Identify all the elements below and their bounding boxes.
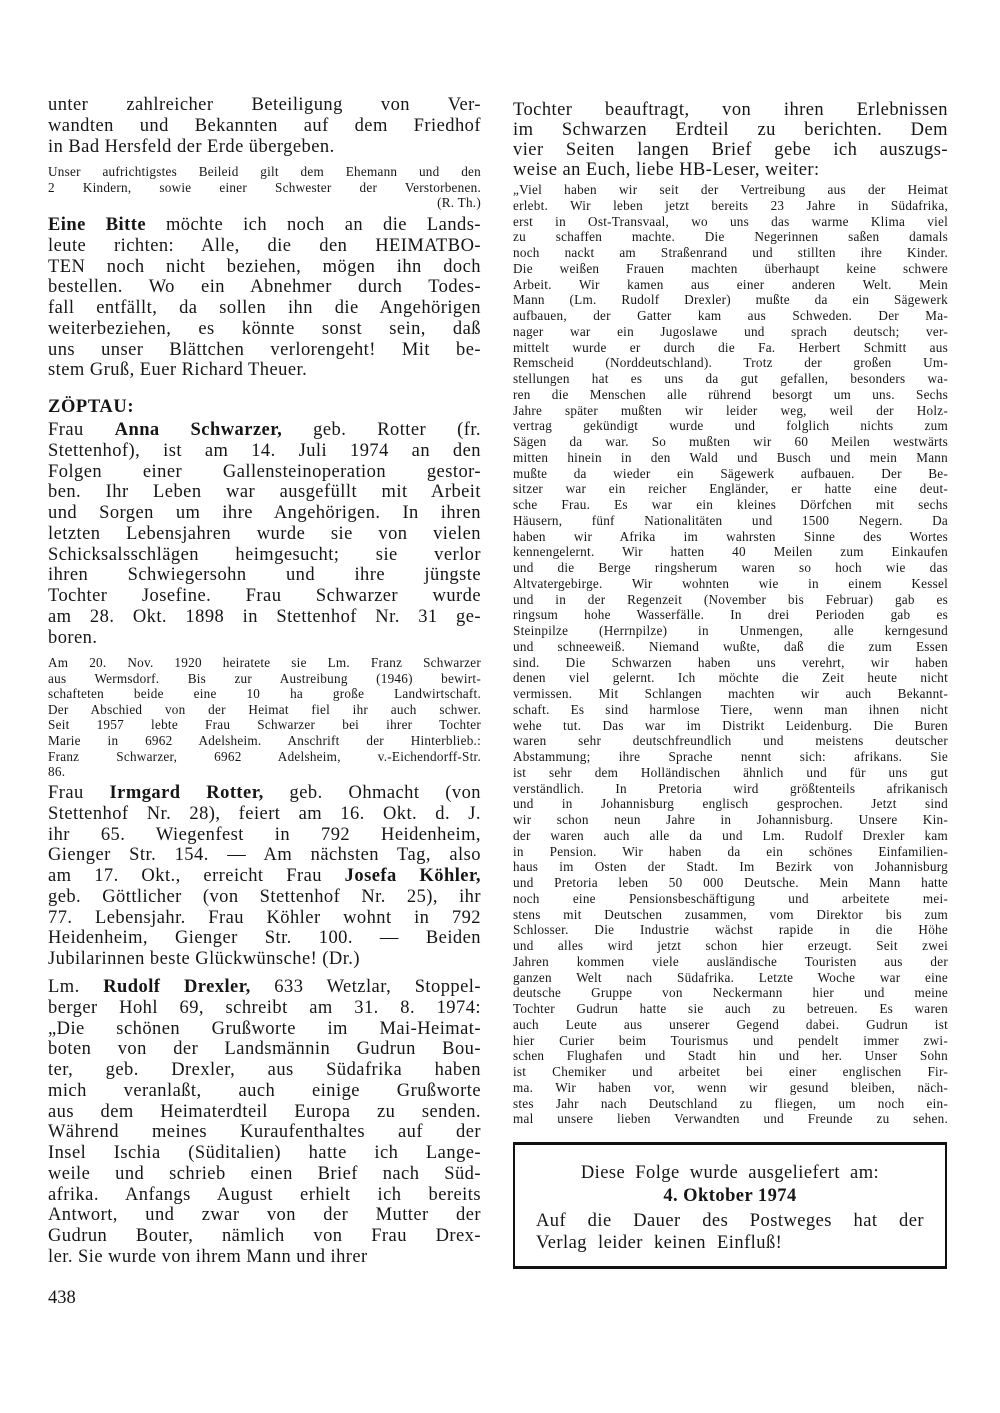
text-line: vier Seiten langen Brief gebe ich auszugs- — [513, 140, 948, 160]
text-line: ler. Sie wurde von ihrem Mann und ihrer — [48, 1246, 368, 1267]
text-line — [48, 783, 481, 804]
text-line: vertrag gekündigt wurde und folglich nichts zum — [513, 418, 948, 434]
text-segment: Lm. — [48, 977, 104, 997]
text-line: weile und schrieb einen Brief nach Süd- — [48, 1163, 481, 1184]
text-line: Während meines Kuraufenthaltes auf der — [48, 1122, 481, 1143]
text-line: ben. Ihr Leben war ausgefüllt mit Arbeit — [48, 482, 481, 503]
text-line: Stettenhof Nr. 28), feiert am 16. Okt. d. J. — [48, 803, 481, 824]
text-line: stem Gruß, Euer Richard Theuer. — [48, 360, 308, 381]
text-line: in Pension. Wir haben da ein schönes Einfamilien- — [513, 843, 948, 859]
text-line: ist Chemiker und arbeitet bei einer englischen Fir- — [513, 1064, 948, 1079]
text-line: deutsche Gruppe von Neckermann hier und meine — [513, 985, 948, 1001]
text-line: afrika. Anfangs August erhielt ich bereits — [48, 1184, 481, 1205]
text-line: uns unser Blättchen verlorengeht! Mit be- — [48, 339, 481, 360]
text-line: mittelt wurde er durch die Fa. Herbert Schmitt aus — [513, 339, 948, 355]
text-line: Abstammung; ihre Sprache nennt sich: afrikans. Sie — [513, 749, 948, 764]
text-line: haben wir Afrika im wahrsten Sinne des Wortes — [513, 528, 948, 544]
condolence-note — [48, 164, 481, 195]
page-number: 438 — [48, 1288, 76, 1308]
text-line: Am 20. Nov. 1920 heiratete sie Lm. Franz Schwarzer — [48, 655, 481, 670]
text-line: boten von der Landsmännin Gudrun Bou- — [48, 1039, 481, 1060]
text-segment: 633 Wetzlar, Stoppel- — [250, 977, 481, 997]
text-line: noch eine Pensionsbeschäftigung und arbeitete mei- — [513, 890, 948, 906]
text-line: wehe tut. Das war im Distrikt Leidenburg. Die Buren — [513, 717, 948, 733]
text-line: 86. — [48, 764, 66, 780]
text-line: kennengelernt. Wir hatten 40 Meilen zum Einkaufen — [513, 544, 948, 560]
text-line: Mann (Lm. Rudolf Drexler) mußte da ein Sägewerk — [513, 292, 948, 308]
text-line: berger Hohl 69, schreibt am 31. 8. 1974: — [48, 997, 481, 1018]
text-line: aus Wermsdorf. Bis zur Austreibung (1946) bewirt- — [48, 670, 481, 686]
text-line: Antwort, und zwar von der Mutter der — [48, 1205, 481, 1226]
text-line: aufbauen, der Gatter kam aus Schweden. Der Ma- — [513, 308, 948, 323]
text-line: stes Jahr nach Deutschland zu fliegen, um noch ein- — [513, 1095, 948, 1111]
text-line: erst in Ost-Transvaal, wo uns das warme Klima viel — [513, 213, 948, 229]
bold-name: Eine Bitte — [48, 215, 146, 235]
notice-line: Verlag leider keinen Einfluß! — [536, 1233, 783, 1253]
text-line: Gienger Str. 154. — Am nächsten Tag, also — [48, 845, 481, 866]
text-line: Tochter beauftragt, von ihren Erlebnissen — [513, 100, 948, 120]
bold-name: Irmgard Rotter, — [109, 783, 264, 803]
text-line: mal unsere lieben Verwandten und Freunde zu sehen. — [513, 1111, 948, 1127]
text-line: stellungen hat es uns da gut gefallen, besonders wa- — [513, 371, 948, 386]
text-line: Tochter Gudrun hatte sie auch zu betreuen. Es waren — [513, 1001, 948, 1016]
paragraph-rudolf-drexler — [48, 977, 481, 1268]
text-line: schaft. Es sind harmlose Tiere, wenn man ihnen nicht — [513, 701, 948, 717]
text-line: mußte da wieder ein Sägewerk aufbauen. Der Be- — [513, 465, 948, 481]
text-line: hier Curier beim Tourismus und pendelt immer zwi- — [513, 1032, 948, 1048]
text-line: ter, geb. Drexler, aus Südafrika haben — [48, 1060, 481, 1080]
text-line: fall entfällt, da sollen ihn die Angehörigen — [48, 298, 481, 318]
text-line: Steinpilze (Herrnpilze) in Unmengen, alle kerngesund — [513, 623, 948, 638]
text-line: Folgen einer Gallensteinoperation gestor- — [48, 461, 481, 482]
text-line: und Sorgen um ihre Angehörigen. In ihren — [48, 503, 481, 523]
text-line: schafteten beide eine 10 ha große Landwirtschaft. — [48, 686, 481, 702]
text-line: Schicksalsschlägen heimgesucht; sie verlor — [48, 544, 481, 565]
text-line: letzten Lebensjahren wurde sie von vielen — [48, 523, 481, 544]
notice-line: Auf die Dauer des Postweges hat der — [536, 1211, 924, 1231]
text-line: Heidenheim, Gienger Str. 100. — Beiden — [48, 928, 481, 949]
text-line: und Pretoria leben 50 000 Deutsche. Mein Mann hatte — [513, 875, 948, 890]
delivery-notice-box — [513, 1142, 947, 1269]
text-line: denen viel gelernt. Ich möchte die Zeit heute nicht — [513, 670, 948, 686]
text-line: Franz Schwarzer, 6962 Adelsheim, v.-Eichendorff-Str. — [48, 748, 481, 764]
text-line: sind. Die Schwarzen haben uns verehrt, wir haben — [513, 654, 948, 670]
text-line — [48, 866, 481, 887]
paragraph-letter-intro — [513, 100, 948, 180]
text-line: mitten hinein in den Wald und Busch und mein Mann — [513, 449, 948, 465]
text-line: „Viel haben wir seit der Vertreibung aus der Heimat — [513, 182, 948, 197]
text-line: Unser aufrichtigstes Beileid gilt dem Ehemann und den — [48, 164, 481, 179]
section-heading-zoeptau: ZÖPTAU: — [48, 397, 135, 417]
text-line: „Die schönen Grußworte im Mai-Heimat- — [48, 1018, 481, 1039]
text-line: Seit 1957 lebte Frau Schwarzer bei ihrer Tochter — [48, 717, 481, 733]
text-line — [48, 215, 481, 236]
text-line: ganzen Welt nach Südafrika. Letzte Woche war eine — [513, 969, 948, 985]
text-line: Tochter Josefine. Frau Schwarzer wurde — [48, 586, 481, 606]
text-line: geb. Göttlicher (von Stettenhof Nr. 25), ihr — [48, 886, 481, 907]
text-line: Marie in 6962 Adelsheim. Anschrift der Hinterblieb.: — [48, 732, 481, 748]
text-line: schen Flughafen und Stadt hin und her. Unser Sohn — [513, 1048, 948, 1064]
text-line: wir schon neun Jahre in Johannisburg. Unsere Kin- — [513, 812, 948, 827]
text-segment: möchte ich noch an die Lands- — [146, 215, 481, 235]
text-line: ihr 65. Wiegenfest in 792 Heidenheim, — [48, 824, 481, 845]
text-line: waren sehr deutschfreundlich und meistens deutscher — [513, 733, 948, 749]
text-line: Die weißen Frauen machten überhaupt keine schwere — [513, 260, 948, 276]
text-line: noch nackt am Straßenrand und stillten ihre Kinder. — [513, 245, 948, 260]
text-line: und die Berge ringsherum waren so hoch wie das — [513, 560, 948, 575]
text-line: 2 Kindern, sowie einer Schwester der Verstorbenen. — [48, 179, 481, 195]
text-line: ist sehr dem Holländischen ähnlich und für uns gut — [513, 764, 948, 780]
text-segment: am 17. Okt., erreicht Frau — [48, 866, 345, 886]
text-line: Stettenhof), ist am 14. Juli 1974 an den — [48, 440, 481, 461]
text-line: in Bad Hersfeld der Erde übergeben. — [48, 136, 335, 157]
text-line: im Schwarzen Erdteil zu berichten. Dem — [513, 120, 948, 140]
text-line: Altvatergebirge. Wir wohnten wie in einem Kessel — [513, 575, 948, 591]
text-line: TEN noch nicht beziehen, mögen ihn doch — [48, 256, 481, 277]
text-line: Arbeit. Wir kamen aus einer anderen Welt. Mein — [513, 276, 948, 292]
text-line: Der Abschied von der Heimat fiel ihr auch schwer. — [48, 701, 481, 717]
text-line: verständlich. In Pretoria wird größtenteils afrikanisch — [513, 780, 948, 796]
text-line: stens mit Deutschen zusammen, vom Direktor bis zum — [513, 906, 948, 922]
text-line: der waren auch alle da und Lm. Rudolf Drexler kam — [513, 827, 948, 843]
bold-name: Rudolf Drexler, — [103, 977, 251, 997]
text-line: weise an Euch, liebe HB-Leser, weiter: — [513, 160, 820, 180]
text-segment: Frau — [48, 420, 115, 440]
text-line: ren die Menschen alle rührend besorgt um uns. Sechs — [513, 386, 948, 402]
text-line: Gudrun Bouter, nämlich von Frau Drex- — [48, 1226, 481, 1246]
note-anna-schwarzer — [48, 655, 481, 780]
paragraph-birthdays — [48, 783, 481, 970]
text-line: Häusern, fünf Nationalitäten und 1500 Negern. Da — [513, 512, 948, 528]
text-line — [48, 977, 481, 998]
text-line: boren. — [48, 627, 98, 648]
text-line: bestellen. Wo ein Abnehmer durch Todes- — [48, 277, 481, 298]
text-line: leute richten: Alle, die den HEIMATBO- — [48, 235, 481, 256]
text-line: ma. Wir haben vor, wenn wir gesund bleiben, näch- — [513, 1079, 948, 1095]
paragraph-anna-schwarzer — [48, 420, 481, 648]
bold-name: Josefa Köhler, — [344, 866, 481, 886]
text-line: sche Frau. Es war ein kleines Dörfchen mit sechs — [513, 497, 948, 512]
text-line: Schlosser. Die Industrie wächst rapide in die Höhe — [513, 922, 948, 938]
text-line: mich veranlaßt, auch einige Grußworte — [48, 1080, 481, 1101]
text-line: weiterbeziehen, es könnte sonst sein, daß — [48, 318, 481, 339]
paragraph-request — [48, 215, 481, 381]
text-line: und in Johannisburg englisch gesprochen. Jetzt sind — [513, 796, 948, 812]
text-line: und schneeweiß. Niemand wußte, daß die zum Essen — [513, 638, 948, 654]
text-line — [48, 420, 481, 441]
bold-name: Anna Schwarzer, — [114, 420, 283, 440]
text-line: Jahren kommen viele ausländische Touristen aus der — [513, 953, 948, 969]
text-segment: Frau — [48, 783, 110, 803]
text-line: zu schaffen machte. Die Negerinnen saßen damals — [513, 229, 948, 245]
text-line: erlebt. Wir leben jetzt bereits 23 Jahre in Südafrika, — [513, 197, 948, 213]
text-segment: geb. Ohmacht (von — [263, 783, 481, 803]
text-line: vermissen. Mit Schlangen machten wir auch Bekannt- — [513, 686, 948, 701]
text-line: Remscheid (Norddeutschland). Trotz der großen Um- — [513, 355, 948, 371]
text-line: Jahre später mußten wir leider weg, weil der Holz- — [513, 402, 948, 418]
text-line: ihren Schwiegersohn und ihre jüngste — [48, 565, 481, 586]
text-line: haus im Osten der Stadt. Im Bezirk von Johannisburg — [513, 859, 948, 875]
notice-date: 4. Oktober 1974 — [663, 1186, 797, 1206]
text-line: sitzer war ein reicher Engländer, er hatte eine deut- — [513, 481, 948, 497]
text-line: unter zahlreicher Beteiligung von Ver- — [48, 95, 481, 115]
text-line: am 28. Okt. 1898 in Stettenhof Nr. 31 ge- — [48, 606, 481, 627]
text-line: nager war ein Jugoslawe und sprach deutsch; ver- — [513, 323, 948, 339]
text-line: und alles wird jetzt schon hier erzeugt. Seit zwei — [513, 938, 948, 953]
text-line: wandten und Bekannten auf dem Friedhof — [48, 115, 481, 136]
text-line: auch Leute aus unserer Gegend dabei. Gudrun ist — [513, 1016, 948, 1032]
letter-excerpt — [513, 182, 948, 1127]
text-line: und in der Regenzeit (November bis Februar) gab es — [513, 591, 948, 607]
text-line: ringsum hohe Wasserfälle. In drei Perioden gab es — [513, 607, 948, 623]
text-line: aus dem Heimaterdteil Europa zu senden. — [48, 1101, 481, 1122]
condolence-signature: (R. Th.) — [437, 195, 481, 210]
text-line: Sägen da war. So mußten wir 60 Meilen westwärts — [513, 434, 948, 449]
text-segment: geb. Rotter (fr. — [282, 420, 481, 440]
text-line: Jubilarinnen beste Glückwünsche! (Dr.) — [48, 949, 360, 969]
text-line: Insel Ischia (Süditalien) hatte ich Lange- — [48, 1143, 481, 1163]
text-line: 77. Lebensjahr. Frau Köhler wohnt in 792 — [48, 907, 481, 928]
paragraph-funeral — [48, 95, 481, 157]
notice-line: Diese Folge wurde ausgeliefert am: — [580, 1163, 880, 1183]
